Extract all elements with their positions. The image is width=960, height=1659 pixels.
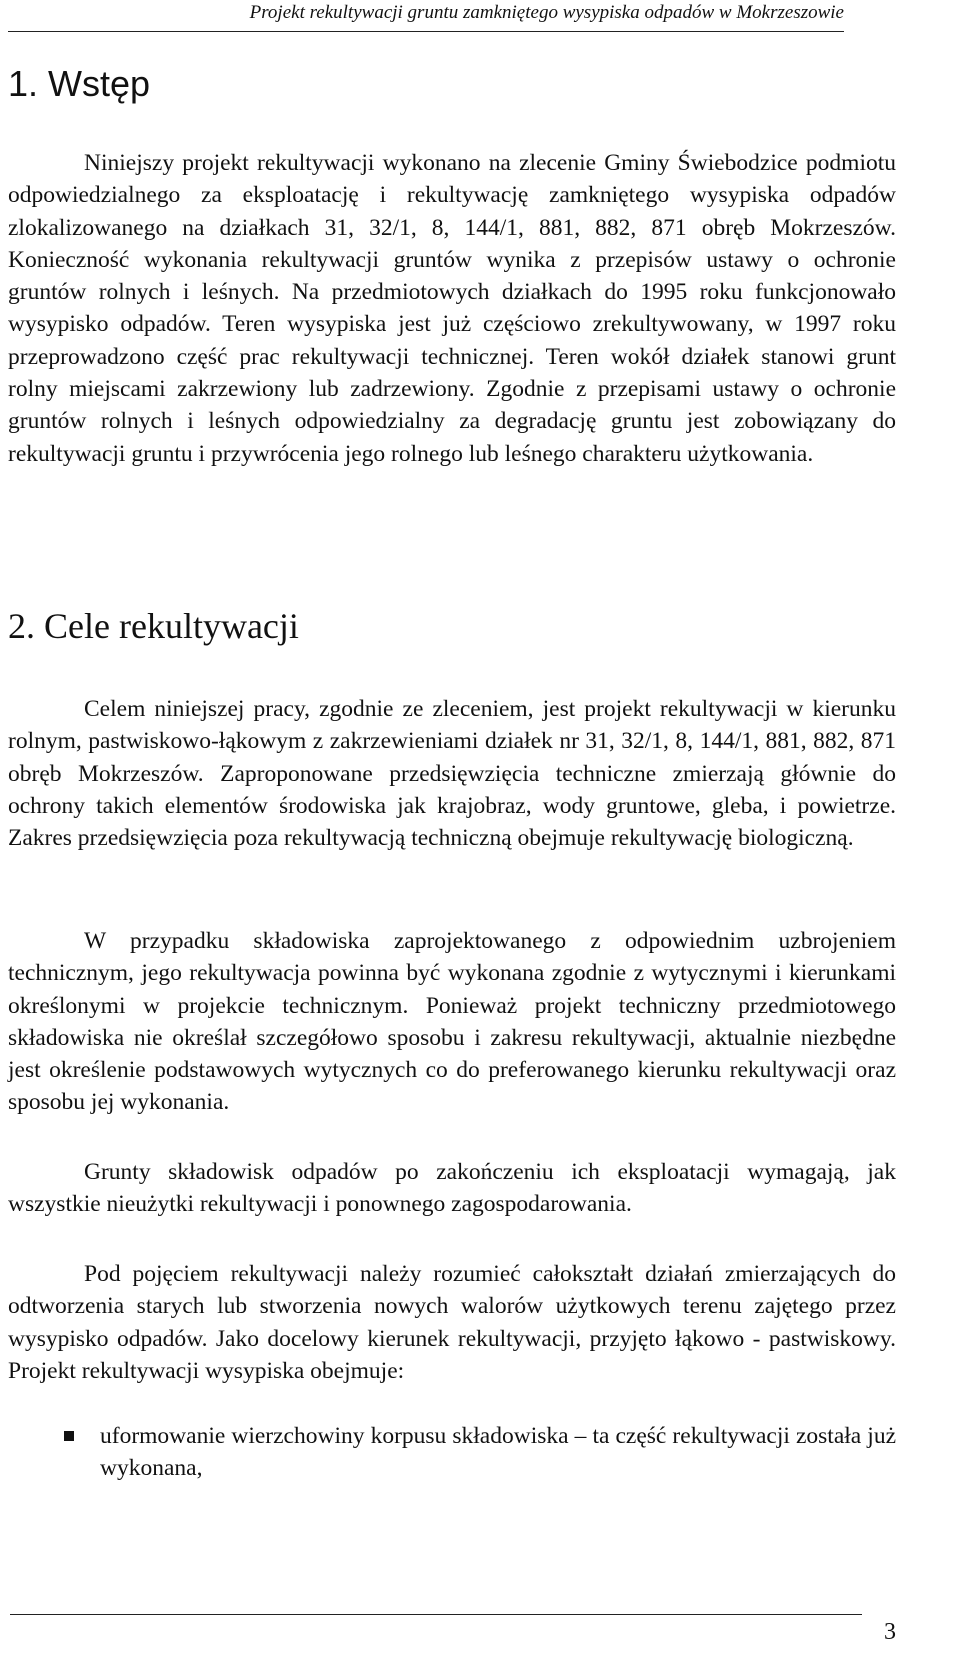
running-header: Projekt rekultywacji gruntu zamkniętego wysypiska odpadów w Mokrzeszowie — [249, 2, 844, 23]
section-1-paragraph: Niniejszy projekt rekultywacji wykonano na zlecenie Gminy Świebodzice podmiotu odpowiedzialnego za eksploatację i rekultywację zamkniętego wysypiska odpadów zlokalizowanego na działkach 31, 32/1, 8, 144/1, 881, 882, 871 obręb Mokrzeszów. Konieczność wykonania rekultywacji gruntów wynika z przepisów ustawy o ochronie gruntów rolnych i leśnych. Na przedmiotowych działkach do 1995 roku funkcjonowało wysypisko odpadów. Teren wysypiska jest już częściowo zrekultywowany, w 1997 roku przeprowadzono część prac rekultywacji technicznej. Teren wokół działek stanowi grunt rolny miejscami zakrzewiony lub zadrzewiony. Zgodnie z przepisami ustawy o ochronie gruntów rolnych i leśnych odpowiedzialny za degradację gruntu jest zobowiązany do rekultywacji gruntu i przywrócenia jego rolnego lub leśnego charakteru użytkowania. — [8, 150, 896, 467]
page-number: 3 — [884, 1619, 896, 1645]
section-2-paragraph-4: Pod pojęciem rekultywacji należy rozumieć całokształt działań zmierzających do odtworzenia starych lub stworzenia nowych walorów użytkowych terenu zajętego przez wysypisko odpadów. Jako docelowy kierunek rekultywacji, przyjęto łąkowo - pastwiskowy. Projekt rekultywacji wysypiska obejmuje: — [8, 1261, 896, 1384]
footer-rule — [10, 1614, 862, 1615]
scope-bullet-list — [8, 1420, 896, 1485]
section-1-heading: 1. Wstęp — [8, 63, 151, 104]
square-bullet-icon — [64, 1431, 74, 1441]
list-item — [8, 1420, 896, 1485]
header-rule — [8, 31, 844, 32]
section-2-paragraph-2: W przypadku składowiska zaprojektowanego z odpowiednim uzbrojeniem technicznym, jego rekultywacja powinna być wykonana zgodnie z wytycznymi i kierunkami określonymi w projekcie technicznym. Ponieważ projekt techniczny przedmiotowego składowiska nie określał szczegółowo sposobu i zakresu rekultywacji, aktualnie niezbędne jest określenie podstawowych wytycznych co do preferowanego kierunku rekultywacji oraz sposobu jej wykonania. — [8, 928, 896, 1116]
section-2-paragraph-3: Grunty składowisk odpadów po zakończeniu ich eksploatacji wymagają, jak wszystkie nieużytki rekultywacji i ponownego zagospodarowania. — [8, 1159, 896, 1218]
section-2-paragraph-1: Celem niniejszej pracy, zgodnie ze zleceniem, jest projekt rekultywacji w kierunku rolnym, pastwiskowo-łąkowym z zakrzewieniami działek nr 31, 32/1, 8, 144/1, 881, 882, 871 obręb Mokrzeszów. Zaproponowane przedsięwzięcia techniczne zmierzają głównie do ochrony takich elementów środowiska jak krajobraz, wody gruntowe, gleba, i powietrze. Zakres przedsięwzięcia poza rekultywacją techniczną obejmuje rekultywację biologiczną. — [8, 696, 896, 852]
section-2-heading: 2. Cele rekultywacji — [8, 606, 299, 646]
list-item-text: uformowanie wierzchowiny korpusu składowiska – ta część rekultywacji została już wykonana, — [100, 1423, 896, 1482]
